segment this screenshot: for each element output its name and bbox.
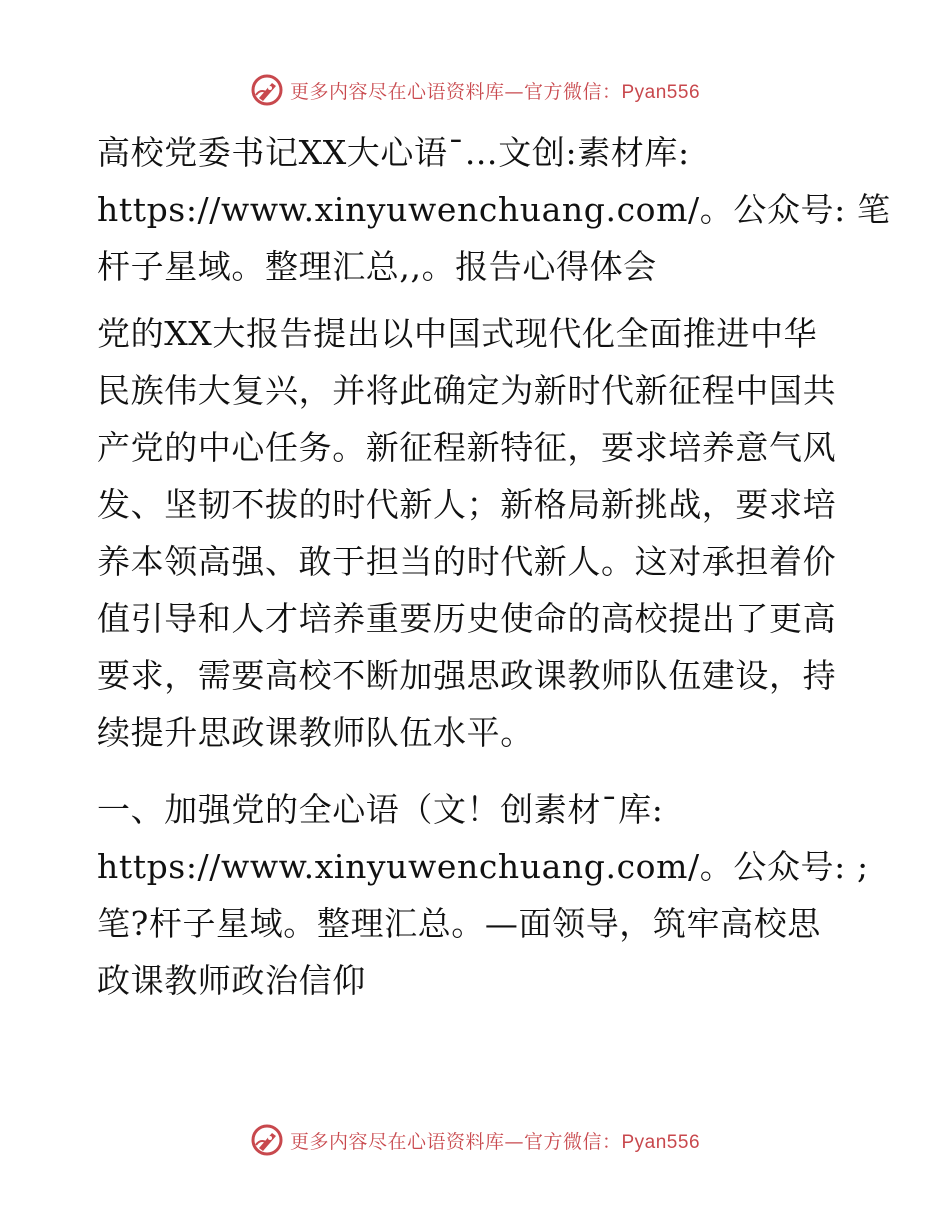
- paragraph-section-one: [97, 781, 869, 1009]
- text-line: 续提升思政课教师队伍水平。: [97, 713, 534, 752]
- pen-nib-circle-logo-icon: [250, 1123, 284, 1157]
- header-watermark-label: 更多内容尽在心语资料库—官方微信：: [289, 80, 622, 103]
- footer-watermark-inner: [250, 1123, 700, 1157]
- footer-watermark-text: [290, 1127, 700, 1154]
- text-line: 笔?杆子星域。整理汇总。—面领导，筑牢高校思: [97, 904, 821, 943]
- header-watermark-inner: [250, 73, 700, 107]
- footer-watermark-wechat-id: Pyan556: [621, 1131, 701, 1153]
- text-line: 产党的中心任务。新征程新特征，要求培养意气风: [97, 428, 837, 467]
- document-body: [97, 124, 891, 1018]
- text-line: 政课教师政治信仰: [97, 961, 366, 1000]
- text-line: 值引导和人才培养重要历史使命的高校提出了更高: [97, 599, 837, 638]
- paragraph-title: [97, 124, 891, 295]
- paragraph-intro: [97, 305, 857, 761]
- text-line: 养本领高强、敢于担当的时代新人。这对承担着价: [97, 542, 837, 581]
- text-line: 高校党委书记XX大心语¯…文创:素材库:: [97, 133, 690, 172]
- pen-nib-circle-logo-icon: [250, 73, 284, 107]
- text-line: 要求，需要高校不断加强思政课教师队伍建设，持: [97, 656, 837, 695]
- footer-watermark-label: 更多内容尽在心语资料库—官方微信：: [289, 1130, 622, 1153]
- text-line: 党的XX大报告提出以中国式现代化全面推进中华: [97, 314, 818, 353]
- text-line: 杆子星域。整理汇总,,。报告心得体会: [97, 247, 657, 286]
- header-watermark: [0, 70, 950, 110]
- text-line: 发、坚韧不拔的时代新人；新格局新挑战，要求培: [97, 485, 837, 524]
- text-line: 民族伟大复兴，并将此确定为新时代新征程中国共: [97, 371, 837, 410]
- text-line: https://www.xinyuwenchuang.com/。公众号: ;: [97, 847, 869, 886]
- header-watermark-text: [290, 77, 700, 104]
- text-line: https://www.xinyuwenchuang.com/。公众号: 笔: [97, 190, 891, 229]
- text-line: 一、加强党的全心语（文！创素材¯库:: [97, 790, 664, 829]
- header-watermark-wechat-id: Pyan556: [621, 81, 701, 103]
- footer-watermark: [0, 1120, 950, 1160]
